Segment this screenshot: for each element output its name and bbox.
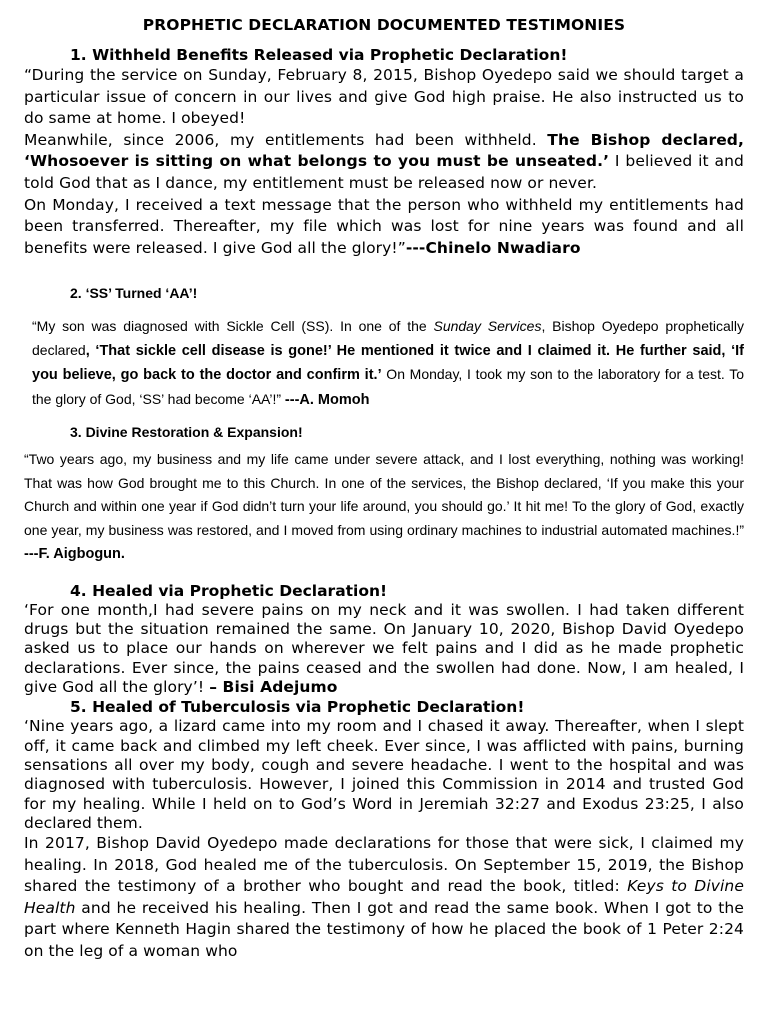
- testimony-1-heading: 1. Withheld Benefits Released via Prophetic Declaration!: [70, 46, 568, 64]
- testimony-4-text: ‘For one month,I had severe pains on my neck and it was swollen. I had taken different drugs but the situation remained the same. On January 10, 2020, Bishop David Oyedepo asked us to place our hands on wherever we felt pains and I did as he made prophetic declarations. Ever since, the pains ceased and the swollen had done. Now, I am healed, I give God all the glory’!: [24, 600, 744, 697]
- testimony-1-p3-text: On Monday, I received a text message that the person who withheld my entitlements had been transferred. Thereafter, my file which was lost for nine years was found and all benefits were released. I give God all the glory!”: [24, 195, 744, 257]
- testimony-5-p2-text: In 2017, Bishop David Oyedepo made declarations for those that were sick, I claimed my healing. In 2018, God healed me of the tuberculosis. On September 15, 2019, the Bishop shared the testimony of a brother who bought and read the book, titled:: [24, 834, 744, 896]
- testimony-3-heading: 3. Divine Restoration & Expansion!: [70, 424, 303, 441]
- testimony-3-author: ---F. Aigbogun.: [24, 546, 125, 563]
- testimony-5-book-title: Keys to Divine Health: [24, 877, 744, 917]
- document-title: PROPHETIC DECLARATION DOCUMENTED TESTIMONIES: [142, 16, 626, 34]
- testimony-3: [24, 424, 744, 567]
- testimony-1-paragraph-3: [24, 195, 744, 260]
- testimony-1: [24, 45, 744, 259]
- testimony-4: [24, 581, 744, 697]
- testimony-5: [24, 697, 744, 962]
- testimony-1-paragraph-2: [24, 130, 744, 195]
- testimony-1-paragraph-1: “During the service on Sunday, February 8, 2015, Bishop Oyedepo said we should target a particular issue of concern in our lives and give God high praise. He also instructed us to do same at home. I obeyed!: [24, 66, 744, 128]
- testimony-2-text-e: On Monday, I took my son to the laboratory for a test. To the glory of God, ‘SS’ had become ‘AA’!”: [32, 366, 744, 407]
- testimony-3-paragraph: [24, 448, 744, 567]
- testimony-4-author: – Bisi Adejumo: [209, 678, 338, 697]
- testimony-5-heading: 5. Healed of Tuberculosis via Prophetic Declaration!: [70, 698, 525, 717]
- testimony-5-paragraph-2: [24, 833, 744, 963]
- testimony-1-p2-rest: I believed it and told God that as I dance, my entitlement must be released now or never.: [24, 152, 744, 192]
- testimony-1-p2-text: Meanwhile, since 2006, my entitlements had been withheld.: [24, 130, 548, 149]
- testimony-4-paragraph: [24, 601, 744, 697]
- testimony-2-declaration: , ‘That sickle cell disease is gone!’ He mentioned it twice and I claimed it. He further said, ‘If you believe, go back to the doctor and confirm it.’: [32, 342, 744, 384]
- testimony-4-heading: 4. Healed via Prophetic Declaration!: [70, 581, 388, 600]
- testimony-5-paragraph-1: ‘Nine years ago, a lizard came into my room and I chased it away. Thereafter, when I slept off, it came back and climbed my left cheek. Ever since, I was afflicted with pains, burning sensations all over my body, cough and severe headache. I went to the hospital and was diagnosed with tuberculosis. However, I joined this Commission in 2014 and trusted God for my healing. While I held on to God’s Word in Jeremiah 32:27 and Exodus 23:25, I also declared them.: [24, 717, 744, 832]
- testimony-3-text: “Two years ago, my business and my life came under severe attack, and I lost everything, nothing was working! That was how God brought me to this Church. In one of the services, the Bishop declared, ‘If you make this your Church and within one year if God didn’t turn your life around, you should go.’ It hit me! To the glory of God, exactly one year, my business was restored, and I moved from using ordinary machines to industrial automated machines.!”: [24, 451, 744, 538]
- testimony-5-p2-rest: and he received his healing. Then I got and read the same book. When I got to the part where Kenneth Hagin shared the testimony of how he placed the book of 1 Peter 2:24 on the leg of a woman who: [24, 898, 744, 961]
- testimony-2: [24, 285, 744, 412]
- testimony-2-text-c: , Bishop Oyedepo prophetically declared: [32, 318, 744, 358]
- testimony-1-p2-declaration: The Bishop declared, ‘Whosoever is sitting on what belongs to you must be unseated.’: [24, 130, 744, 171]
- testimony-2-service-name: Sunday Services: [433, 318, 542, 335]
- testimony-2-author: ---A. Momoh: [284, 391, 370, 408]
- testimony-2-text-a: “My son was diagnosed with Sickle Cell (SS). In one of the: [32, 318, 434, 335]
- testimony-2-paragraph: [24, 315, 744, 412]
- testimony-1-author: ---Chinelo Nwadiaro: [405, 238, 581, 257]
- testimony-2-heading: 2. ‘SS’ Turned ‘AA’!: [70, 285, 198, 302]
